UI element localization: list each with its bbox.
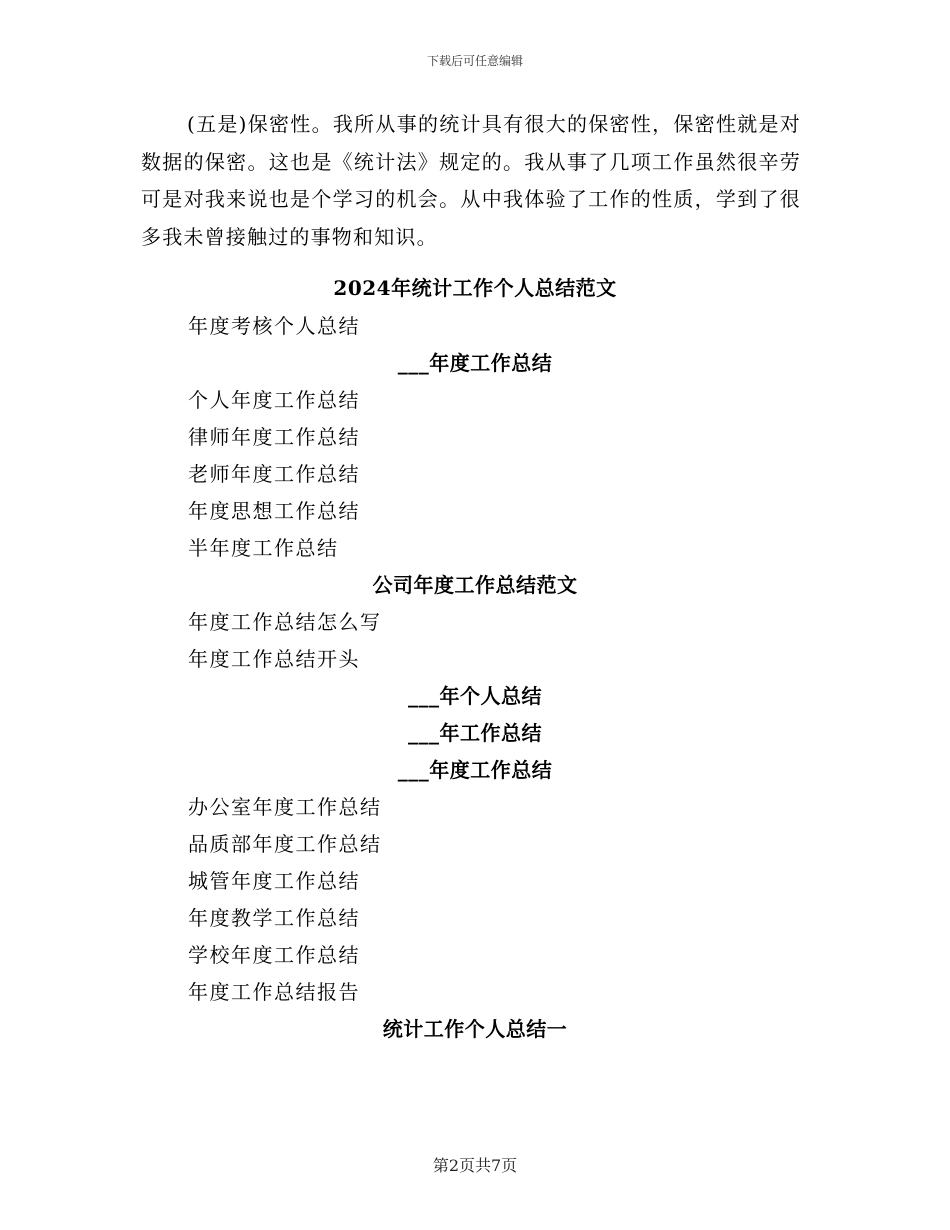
page-footer: 第2页共7页 — [432, 1156, 518, 1175]
page-header: 下载后可任意编辑 — [426, 54, 523, 68]
section-heading: 统计工作个人总结一 — [382, 1017, 568, 1041]
list-item: 老师年度工作总结 — [188, 462, 360, 486]
list-item: 城管年度工作总结 — [188, 869, 360, 893]
list-item: 年度教学工作总结 — [188, 906, 360, 930]
section-heading: ___年工作总结 — [408, 721, 542, 745]
list-item: 年度工作总结开头 — [188, 647, 360, 671]
list-item: 品质部年度工作总结 — [188, 832, 382, 856]
section-heading: ___年度工作总结 — [397, 758, 553, 782]
list-item: 年度考核个人总结 — [188, 314, 360, 338]
list-item: 年度思想工作总结 — [188, 499, 360, 523]
list-item: 学校年度工作总结 — [188, 943, 360, 967]
section-heading: ___年度工作总结 — [397, 351, 553, 375]
list-item: 年度工作总结怎么写 — [188, 610, 382, 634]
list-item: 办公室年度工作总结 — [188, 795, 382, 819]
document-body — [0, 268, 950, 1048]
section-heading: ___年个人总结 — [408, 684, 542, 708]
list-item: 半年度工作总结 — [188, 536, 339, 560]
list-item: 个人年度工作总结 — [188, 388, 360, 412]
intro-paragraph: (五是)保密性。我所从事的统计具有很大的保密性，保密性就是对数据的保密。这也是《统计法》规定的。我从事了几项工作虽然很辛劳可是对我来说也是个学习的机会。从中我体验了工作的性质，学到了很多我未曾接触过的事物和知识。 — [141, 112, 801, 249]
list-item: 年度工作总结报告 — [188, 980, 360, 1004]
section-heading: 公司年度工作总结范文 — [372, 573, 578, 597]
main-heading: 2024年统计工作个人总结范文 — [333, 276, 617, 300]
list-item: 律师年度工作总结 — [188, 425, 360, 449]
